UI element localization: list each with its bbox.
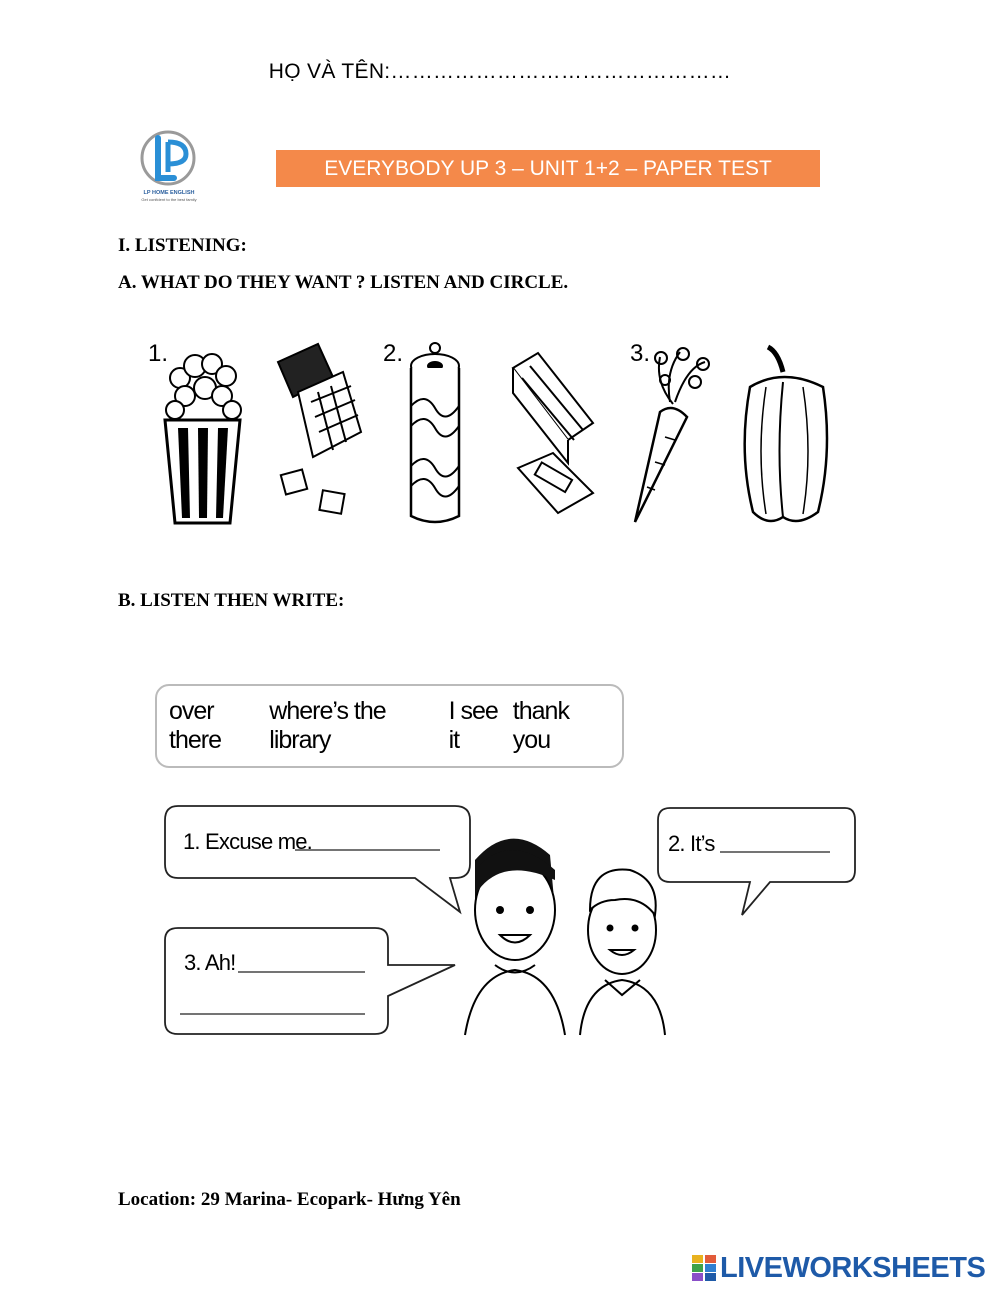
svg-text:LP HOME ENGLISH: LP HOME ENGLISH (143, 190, 195, 196)
girl-icon (465, 839, 565, 1035)
item-number-1: 1. (148, 340, 169, 367)
item-number-2: 2. (383, 340, 404, 367)
word-bank-item: where’s the library (269, 697, 386, 754)
answer-3-input[interactable] (238, 950, 370, 974)
word-bank-item: over there (169, 697, 221, 754)
soda-can-icon[interactable] (405, 336, 465, 528)
word-bank-item: thank you (512, 697, 569, 754)
pepper-icon[interactable] (738, 342, 833, 527)
bubble-2-text: 2. It’s (668, 831, 715, 856)
student-name-line: HỌ VÀ TÊN:………………………………………… (268, 60, 732, 83)
answer-2-input[interactable] (720, 830, 836, 854)
location-text: Location: 29 Marina- Ecopark- Hưng Yên (118, 1189, 461, 1210)
bubble-1-text: 1. Excuse me. (183, 829, 312, 854)
popcorn-icon[interactable] (160, 338, 245, 528)
part-b-heading: B. LISTEN THEN WRITE: (118, 590, 345, 611)
liveworksheets-blocks-icon (692, 1255, 716, 1281)
svg-text:Get confident to the best fami: Get confident to the best family (141, 197, 197, 202)
liveworksheets-brand: LIVEWORKSHEETS (720, 1251, 986, 1284)
test-title-banner: EVERYBODY UP 3 – UNIT 1+2 – PAPER TEST (276, 150, 820, 187)
liveworksheets-logo (692, 1253, 985, 1283)
word-bank-item: I see it (448, 697, 498, 754)
food-pictures-row (140, 330, 840, 535)
bubble-3-text: 3. Ah! (184, 950, 236, 975)
chocolate-icon[interactable] (273, 342, 363, 522)
carrot-icon[interactable] (625, 342, 715, 527)
item-number-3: 3. (630, 340, 651, 367)
lp-logo-icon (134, 128, 204, 208)
section-listening-heading: I. LISTENING: (118, 235, 247, 256)
word-bank (155, 684, 624, 768)
answer-1-input[interactable] (295, 828, 445, 852)
school-logo (134, 128, 204, 208)
boy-icon (580, 870, 665, 1036)
gum-icon[interactable] (508, 348, 598, 518)
part-a-heading: A. WHAT DO THEY WANT ? LISTEN AND CIRCLE. (118, 272, 569, 293)
